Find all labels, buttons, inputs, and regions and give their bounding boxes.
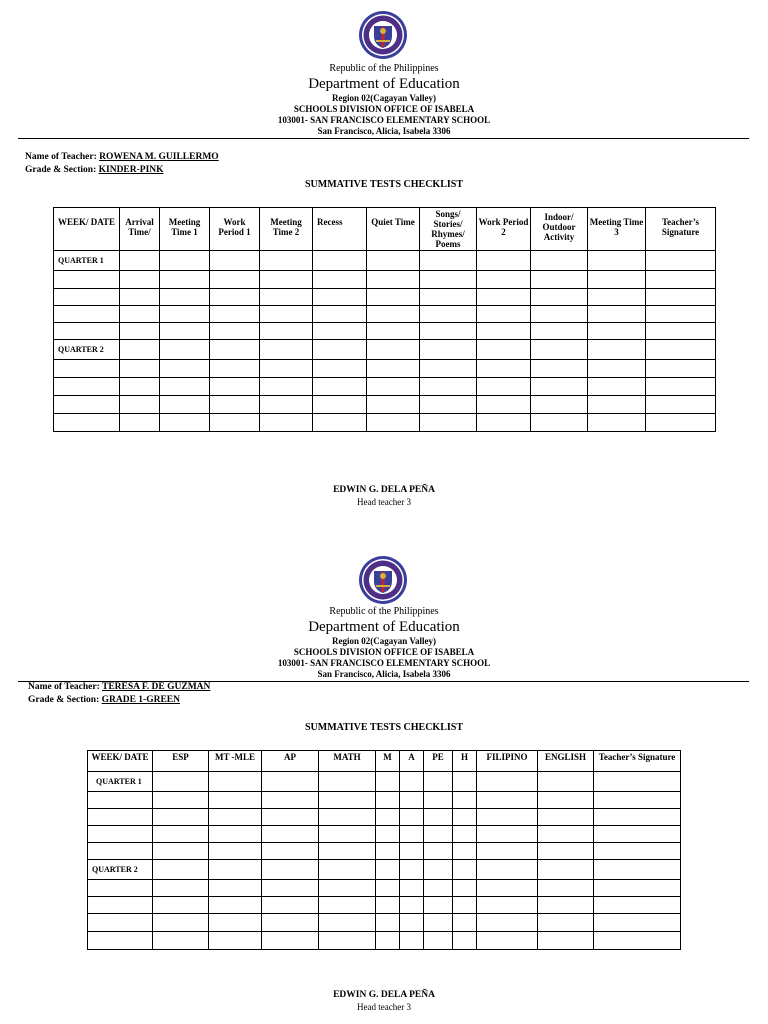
department-title: Department of Education	[308, 619, 460, 635]
table-row	[54, 289, 716, 306]
col-meeting-time-1: Meeting Time 1	[160, 208, 210, 251]
header-divider	[18, 138, 749, 139]
address-line: San Francisco, Alicia, Isabela 3306	[317, 669, 451, 679]
teacher-field	[28, 683, 210, 693]
table-row	[88, 826, 681, 843]
col-arts: A	[400, 751, 424, 772]
checklist-title: SUMMATIVE TESTS CHECKLIST	[304, 722, 463, 733]
department-title: Department of Education	[308, 76, 460, 92]
table-row	[88, 932, 681, 950]
region-line: Region 02(Cagayan Valley)	[331, 93, 436, 103]
col-math: MATH	[319, 751, 376, 772]
col-mt-mle: MT -MLE	[209, 751, 262, 772]
col-english: ENGLISH	[538, 751, 594, 772]
teacher-value: TERESA F. DE GUZMAN	[101, 682, 211, 692]
col-teacher-signature: Teacher’s Signature	[594, 751, 681, 772]
table-row	[88, 880, 681, 897]
col-music: M	[376, 751, 400, 772]
checklist-title: SUMMATIVE TESTS CHECKLIST	[304, 179, 463, 190]
address-line: San Francisco, Alicia, Isabela 3306	[317, 126, 451, 136]
table-row	[88, 792, 681, 809]
table-header-row	[54, 208, 716, 251]
grade-section-label: Grade & Section:	[25, 165, 97, 175]
grade-section-value: KINDER-PINK	[98, 165, 164, 175]
col-health: H	[453, 751, 477, 772]
quarter-2-label: QUARTER 2	[88, 860, 153, 880]
checklist-table	[87, 750, 681, 950]
col-work-period-1: Work Period 1	[210, 208, 260, 251]
quarter-1-label: QUARTER 1	[88, 772, 153, 792]
col-esp: ESP	[153, 751, 209, 772]
grade-section-field	[28, 696, 180, 706]
table-row	[54, 396, 716, 414]
col-pe: PE	[424, 751, 453, 772]
col-filipino: FILIPINO	[477, 751, 538, 772]
table-row	[54, 271, 716, 289]
region-line: Region 02(Cagayan Valley)	[331, 636, 436, 646]
deped-seal-icon	[352, 555, 414, 605]
signatory-name: EDWIN G. DELA PEÑA	[333, 990, 435, 1000]
col-teacher-signature: Teacher’s Signature	[646, 208, 716, 251]
teacher-field	[25, 153, 219, 163]
table-row	[54, 378, 716, 396]
table-row	[54, 360, 716, 378]
table-row	[54, 251, 716, 271]
grade-section-field	[25, 166, 164, 176]
col-arrival-time: Arrival Time/	[120, 208, 160, 251]
teacher-value: ROWENA M. GUILLERMO	[99, 152, 219, 162]
col-ap: AP	[262, 751, 319, 772]
table-row	[88, 860, 681, 880]
col-week-date: WEEK/ DATE	[88, 751, 153, 772]
division-line: SCHOOLS DIVISION OFFICE OF ISABELA	[293, 104, 475, 114]
col-songs-stories: Songs/ Stories/ Rhymes/ Poems	[420, 208, 477, 251]
table-row	[88, 897, 681, 914]
republic-line: Republic of the Philippines	[329, 606, 439, 617]
table-row	[88, 809, 681, 826]
signatory-name: EDWIN G. DELA PEÑA	[333, 485, 435, 495]
col-meeting-time-3: Meeting Time 3	[588, 208, 646, 251]
col-work-period-2: Work Period 2	[477, 208, 531, 251]
col-quiet-time: Quiet Time	[367, 208, 420, 251]
col-indoor-outdoor: Indoor/ Outdoor Activity	[531, 208, 588, 251]
table-row	[88, 772, 681, 792]
table-row	[54, 414, 716, 432]
table-row	[88, 914, 681, 932]
school-line: 103001- SAN FRANCISCO ELEMENTARY SCHOOL	[277, 658, 491, 668]
teacher-label: Name of Teacher:	[25, 152, 97, 162]
checklist-sheet-2	[0, 540, 768, 1024]
republic-line: Republic of the Philippines	[329, 63, 439, 74]
table-header-row	[88, 751, 681, 772]
deped-seal-icon	[352, 10, 414, 60]
table-row	[88, 843, 681, 860]
quarter-1-label: QUARTER 1	[54, 251, 120, 271]
school-line: 103001- SAN FRANCISCO ELEMENTARY SCHOOL	[277, 115, 491, 125]
teacher-label: Name of Teacher:	[28, 682, 100, 692]
grade-section-label: Grade & Section:	[28, 695, 100, 705]
table-row	[54, 340, 716, 360]
signatory-role: Head teacher 3	[357, 1002, 411, 1012]
signatory-role: Head teacher 3	[357, 497, 411, 507]
col-meeting-time-2: Meeting Time 2	[260, 208, 313, 251]
grade-section-value: GRADE 1-GREEN	[101, 695, 181, 705]
division-line: SCHOOLS DIVISION OFFICE OF ISABELA	[293, 647, 475, 657]
col-week-date: WEEK/ DATE	[54, 208, 120, 251]
table-row	[54, 323, 716, 340]
table-row	[54, 306, 716, 323]
col-recess: Recess	[313, 208, 367, 251]
checklist-table	[53, 207, 716, 432]
quarter-2-label: QUARTER 2	[54, 340, 120, 360]
